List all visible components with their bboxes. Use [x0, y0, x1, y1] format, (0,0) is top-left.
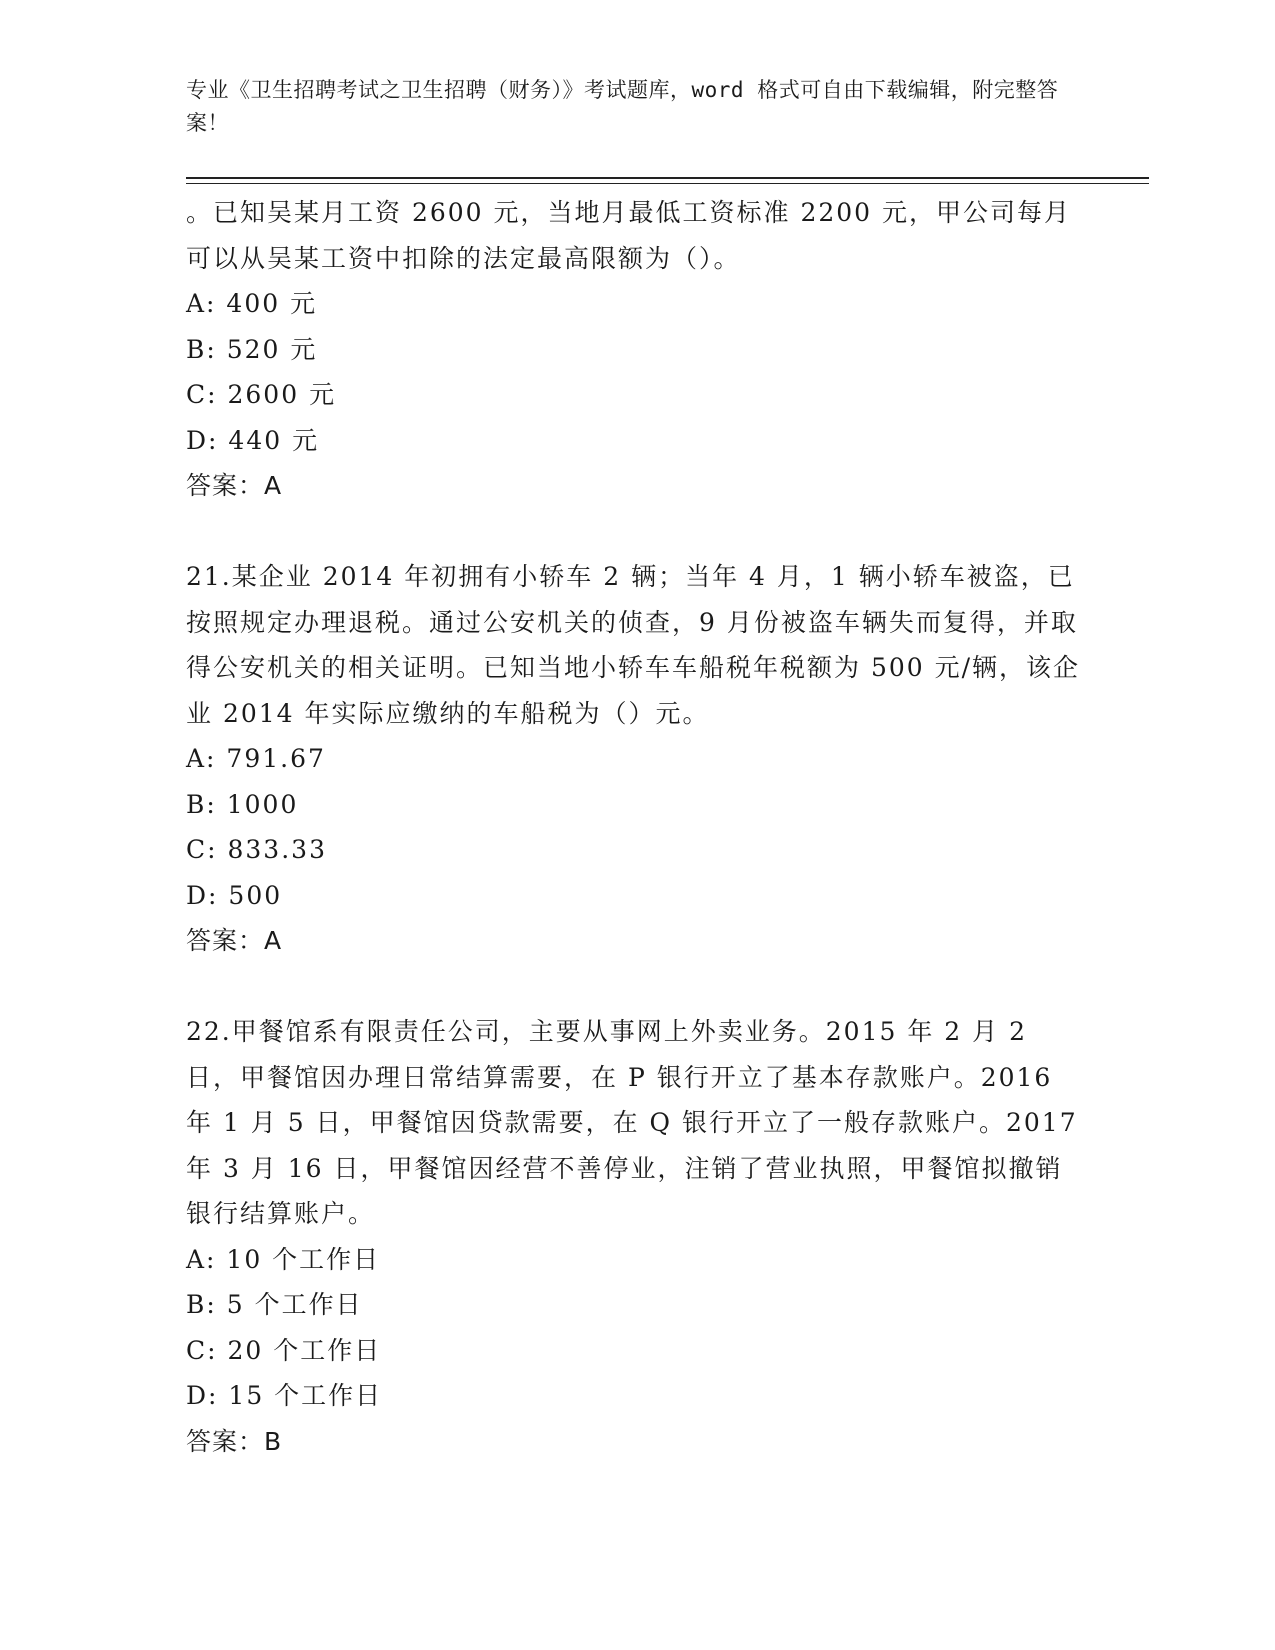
option-c: C: 833.33 [186, 835, 327, 864]
answer-line: 答案：A [186, 471, 283, 500]
option-b: B: 5 个工作日 [186, 1290, 363, 1319]
question-text: 。已知吴某月工资 2600 元，当地月最低工资标准 2200 元，甲公司每月可以从吴某工资中扣除的法定最高限额为（）。 [186, 198, 1072, 273]
spacer [186, 509, 1086, 555]
answer-line: 答案：B [186, 1426, 283, 1456]
header-divider [186, 177, 1149, 184]
option-d: D: 500 [186, 880, 283, 910]
option-b: B: 1000 [186, 789, 299, 819]
option-a: A: 791.67 [186, 744, 326, 773]
option-d: D: 15 个工作日 [186, 1381, 383, 1410]
option-d: D: 440 元 [186, 425, 320, 455]
option-c: C: 20 个工作日 [186, 1335, 382, 1365]
question-text: 21.某企业 2014 年初拥有小轿车 2 辆；当年 4 月，1 辆小轿车被盗，已按照规定办理退税。通过公安机关的侦查，9 月份被盗车辆失而复得，并取得公安机关的相关证明。已知当地小轿车车船税年税额为 500 元/辆，该企业 2014 年实际应缴纳的车船税为（）元。 [186, 562, 1081, 728]
page-header: 专业《卫生招聘考试之卫生招聘（财务）》考试题库，word 格式可自由下载编辑，附完整答案！ [186, 78, 1059, 135]
question-text: 22.甲餐馆系有限责任公司，主要从事网上外卖业务。2015 年 2 月 2 日，甲餐馆因办理日常结算需要，在 P 银行开立了基本存款账户。2016 年 1 月 5 日，甲餐馆因贷款需要，在 Q 银行开立了一般存款账户。2017 年 3 月 16 日，甲餐馆因经营不善停业，注销了营业执照，甲餐馆拟撤销银行结算账户。 [186, 1017, 1078, 1228]
answer-line: 答案：A [186, 926, 283, 955]
question-block [186, 1009, 1086, 1464]
question-block [186, 554, 1086, 964]
option-b: B: 520 元 [186, 334, 318, 364]
spacer [186, 964, 1086, 1010]
document-body [186, 190, 1086, 1464]
question-block [186, 190, 1086, 509]
option-a: A: 400 元 [186, 289, 318, 318]
option-a: A: 10 个工作日 [186, 1244, 381, 1274]
option-c: C: 2600 元 [186, 380, 337, 409]
